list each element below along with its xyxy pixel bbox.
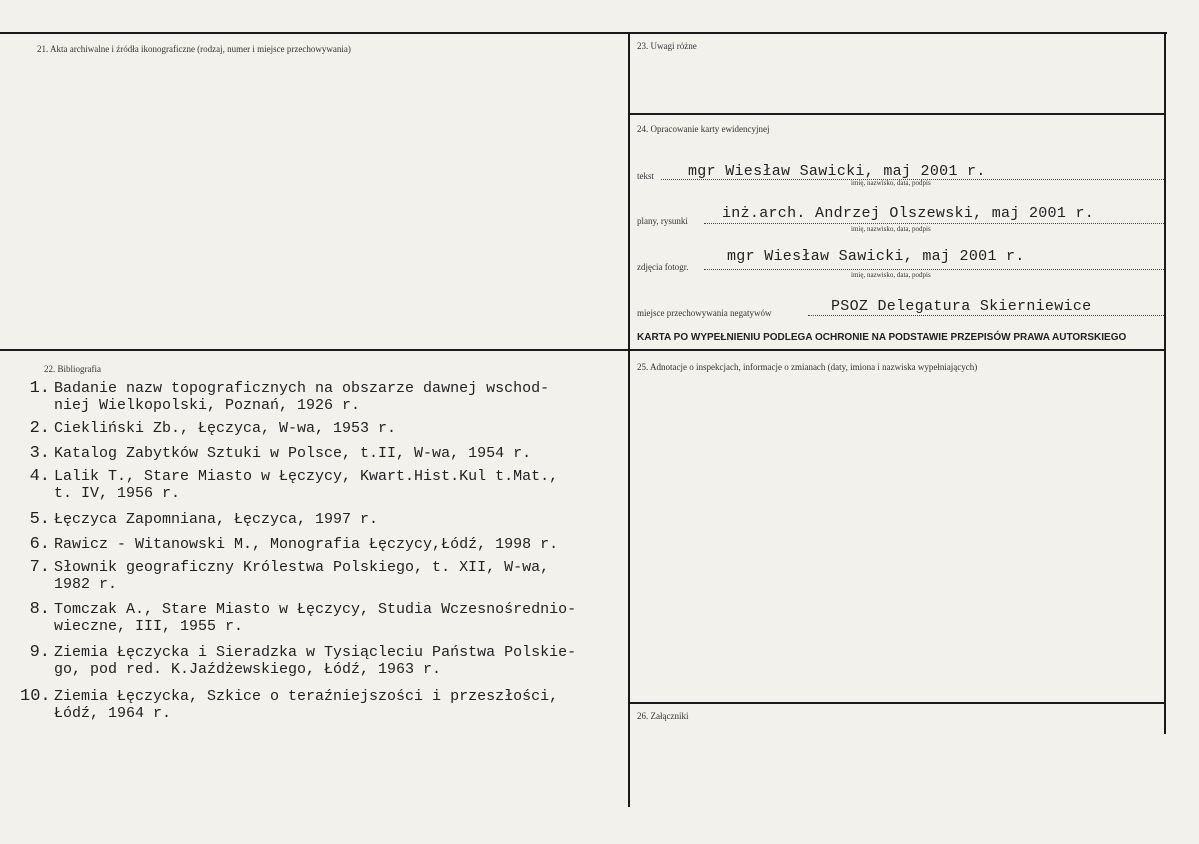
zdjecia-caption: imię, nazwisko, data, podpis: [851, 271, 931, 279]
plany-value: inż.arch. Andrzej Olszewski, maj 2001 r.: [722, 205, 1095, 222]
negatywy-label: miejsce przechowywania negatywów: [637, 308, 772, 318]
list-item: [0, 536, 640, 554]
list-item: [0, 380, 640, 416]
top-border: [0, 32, 1167, 34]
section-22-label: 22. Bibliografia: [44, 364, 101, 374]
zdjecia-line: [704, 269, 1164, 270]
zdjecia-value: mgr Wiesław Sawicki, maj 2001 r.: [727, 248, 1025, 265]
item-text: Ziemia Łęczycka i Sieradzka w Tysiącleciu Państwa Polskie- go, pod red. K.Jaźdżewskiego, Łódź, 1963 r.: [54, 644, 577, 678]
item-number: 1.: [29, 379, 50, 398]
list-item: [0, 688, 640, 724]
section-23-label: 23. Uwagi różne: [637, 41, 697, 51]
item-text: Lalik T., Stare Miasto w Łęczycy, Kwart.Hist.Kul t.Mat., t. IV, 1956 r.: [54, 468, 559, 502]
item-number: 4.: [29, 467, 50, 486]
item-number: 10.: [20, 687, 51, 706]
negatywy-value: PSOZ Delegatura Skierniewice: [831, 298, 1092, 315]
item-text: Słownik geograficzny Królestwa Polskiego, t. XII, W-wa, 1982 r.: [54, 559, 550, 593]
section-21-label: 21. Akta archiwalne i źródła ikonograficzne (rodzaj, numer i miejsce przechowywania): [37, 44, 351, 54]
item-number: 5.: [29, 510, 50, 529]
item-text: Katalog Zabytków Sztuki w Polsce, t.II, W-wa, 1954 r.: [54, 445, 532, 462]
middle-divider: [0, 349, 1166, 351]
divider-23-24: [628, 113, 1166, 115]
zdjecia-label: zdjęcia fotogr.: [637, 262, 689, 272]
item-number: 9.: [29, 643, 50, 662]
plany-label: plany, rysunki: [637, 216, 688, 226]
list-item: [0, 644, 640, 680]
item-text: Tomczak A., Stare Miasto w Łęczycy, Studia Wczesnośrednio- wieczne, III, 1955 r.: [54, 601, 577, 635]
right-border: [1164, 32, 1166, 734]
plany-line: [704, 223, 1164, 224]
item-number: 3.: [29, 444, 50, 463]
negatywy-line: [808, 315, 1164, 316]
section-26-label: 26. Załączniki: [637, 711, 689, 721]
list-item: [0, 559, 640, 595]
list-item: [0, 468, 640, 504]
item-text: Rawicz - Witanowski M., Monografia Łęczycy,Łódź, 1998 r.: [54, 536, 559, 553]
item-number: 8.: [29, 600, 50, 619]
item-text: Ciekliński Zb., Łęczyca, W-wa, 1953 r.: [54, 420, 397, 437]
divider-25-26: [628, 702, 1166, 704]
tekst-caption: imię, nazwisko, data, podpis: [851, 179, 931, 187]
item-text: Łęczyca Zapomniana, Łęczyca, 1997 r.: [54, 511, 379, 528]
list-item: [0, 445, 640, 463]
copyright-notice: KARTA PO WYPEŁNIENIU PODLEGA OCHRONIE NA PODSTAWIE PRZEPISÓW PRAWA AUTORSKIEGO: [637, 332, 1127, 343]
section-25-label: 25. Adnotacje o inspekcjach, informacje o zmianach (daty, imiona i nazwiska wypełniających): [637, 362, 978, 372]
item-number: 6.: [29, 535, 50, 554]
tekst-label: tekst: [637, 171, 654, 181]
item-text: Ziemia Łęczycka, Szkice o teraźniejszości i przeszłości, Łódź, 1964 r.: [54, 688, 559, 722]
item-text: Badanie nazw topograficznych na obszarze dawnej wschod- niej Wielkopolski, Poznań, 1926 r.: [54, 380, 550, 414]
section-24-label: 24. Opracowanie karty ewidencyjnej: [637, 124, 770, 134]
list-item: [0, 601, 640, 637]
item-number: 7.: [29, 558, 50, 577]
list-item: [0, 420, 640, 438]
item-number: 2.: [29, 419, 50, 438]
list-item: [0, 511, 640, 529]
tekst-value: mgr Wiesław Sawicki, maj 2001 r.: [688, 163, 986, 180]
plany-caption: imię, nazwisko, data, podpis: [851, 225, 931, 233]
